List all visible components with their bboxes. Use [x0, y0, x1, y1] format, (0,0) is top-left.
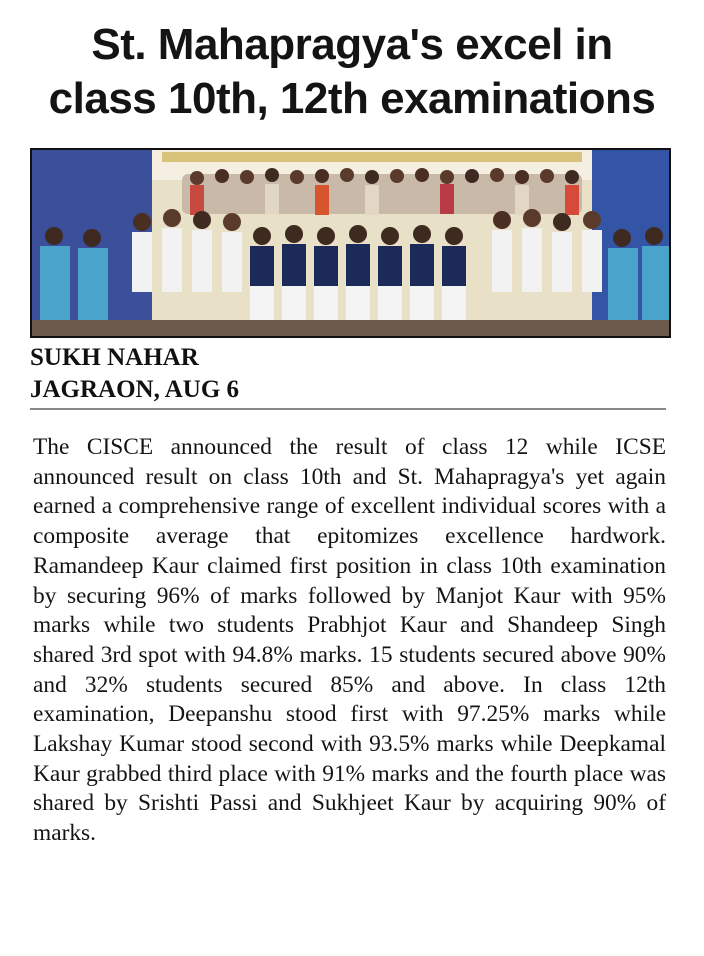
headline-line-2: class 10th, 12th examinations: [48, 74, 656, 123]
byline-name: SUKH NAHAR: [30, 344, 199, 371]
article-body: The CISCE announced the result of class 12 while ICSE announced result on class 10th and St. Mahapragya's yet again earned a comprehensive range of excellent individual scores with a composite average that epitomizes excellence hardwork. Ramandeep Kaur claimed first position in class 10th examination by securing 96% of marks followed by Manjot Kaur with 95% marks while two students Prabhjot Kaur and Shandeep Singh shared 3rd spot with 94.8% marks. 15 students secured above 90% and 32% students secured 85% and above. In class 12th examination, Deepanshu stood first with 97.25% marks while Lakshay Kumar stood second with 93.5% marks while Deepkamal Kaur grabbed third place with 91% marks and the fourth place was shared by Srishti Passi and Sukhjeet Kaur by acquiring 90% of marks.: [33, 434, 666, 847]
byline: [30, 342, 670, 406]
group-photo: [30, 148, 671, 338]
headline-line-1: St. Mahapragya's excel in: [91, 20, 613, 69]
divider: [30, 408, 666, 410]
headline: [0, 18, 704, 126]
byline-place-date: JAGRAON, AUG 6: [30, 376, 240, 403]
group-photo-illustration: [32, 150, 669, 336]
